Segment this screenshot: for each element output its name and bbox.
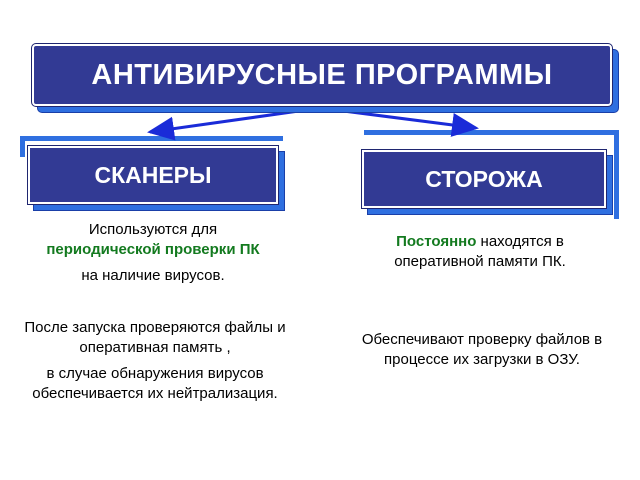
watchdogs-desc-2-text: Обеспечивают проверку файлов в процессе их загрузки в ОЗУ.: [361, 331, 603, 368]
scanners-box: [28, 146, 278, 204]
watchdogs-desc-1: [360, 232, 600, 272]
watchdogs-box: [362, 150, 606, 208]
scanners-desc-1-end: на наличие вирусов.: [81, 267, 225, 284]
watchdogs-desc-1-rest: находятся в оперативной памяти ПК.: [394, 233, 566, 270]
scanners-desc-2-line2: в случае обнаружения вирусов обеспечивается их нейтрализация.: [32, 365, 278, 402]
scanners-desc-2-line1: После запуска проверяются файлы и оперативная память ,: [24, 319, 286, 356]
arrow-right: [320, 108, 476, 128]
title-box: [32, 44, 612, 106]
watchdogs-heading: СТОРОЖА: [425, 165, 543, 192]
scanners-heading: СКАНЕРЫ: [94, 161, 212, 188]
watchdogs-desc-1-bold: Постоянно: [396, 233, 477, 250]
scanners-desc-2: [18, 318, 292, 404]
page-title: АНТИВИРУСНЫЕ ПРОГРАММЫ: [91, 58, 553, 91]
scanners-desc-1-bold: периодической проверки ПК: [46, 241, 260, 258]
scanners-desc-1: [18, 220, 288, 286]
arrow-left: [150, 108, 320, 132]
scanners-desc-1-start: Используются для: [88, 221, 218, 238]
watchdogs-desc-2: [340, 330, 624, 370]
